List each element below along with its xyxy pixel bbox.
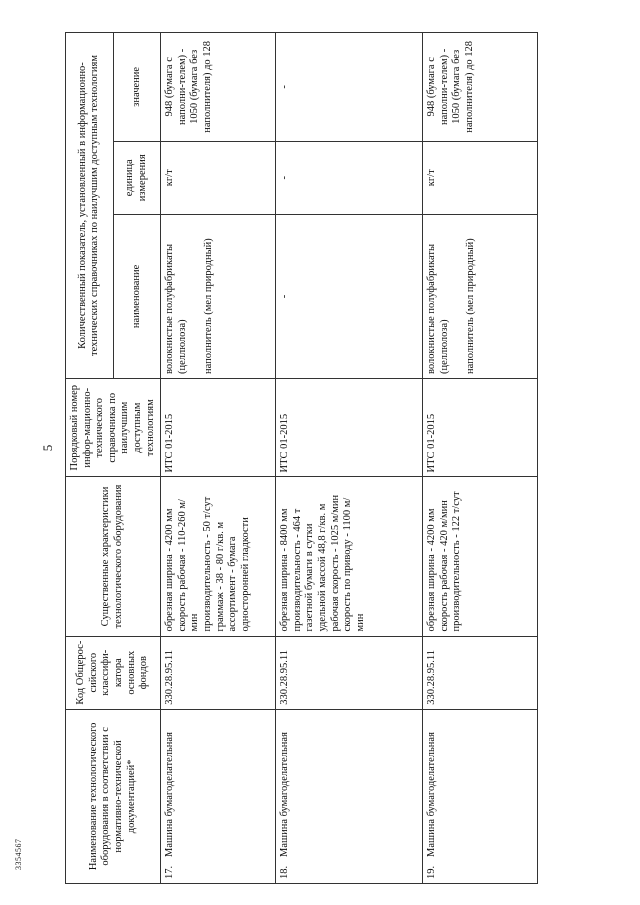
header-its-number: Порядковый номер инфор-мационно-технического справочника по наилучшим доступным технологиям: [66, 379, 161, 477]
indicator-primary: -: [279, 294, 291, 299]
indicator-secondary: наполнитель (мел природный): [203, 238, 215, 374]
characteristic-line: скорость рабочая - 420 м/мин: [438, 500, 450, 632]
cell-its: ИТС 01-2015: [276, 379, 423, 477]
characteristic-line: производительность - 464 т газетной бумаги в сутки удельной массой 48,8 г/кв. м: [291, 503, 328, 632]
cell-name: [423, 709, 538, 883]
cell-characteristics: [423, 477, 538, 636]
characteristic-line: скорость по приводу - 1100 м/мин: [342, 497, 366, 632]
cell-indicator: [423, 214, 538, 378]
cell-value: 948 (бумага с наполни-телем) - 1050 (бумага без наполнителя) до 128: [161, 33, 276, 142]
cell-indicator: [161, 214, 276, 378]
characteristic-line: граммаж - 38 - 80 г/кв. м: [214, 521, 226, 632]
characteristic-line: обрезная ширина - 4200 мм: [164, 508, 176, 632]
header-row: [66, 33, 114, 884]
indicator-secondary: наполнитель (мел природный): [465, 238, 477, 374]
cell-code: 330.28.95.11: [423, 636, 538, 709]
cell-its: ИТС 01-2015: [423, 379, 538, 477]
cell-characteristics: [276, 477, 423, 636]
subheader-value: значение: [113, 33, 161, 142]
characteristic-line: ассортимент - бумага односторонней гладкости: [227, 517, 251, 632]
header-indicator-group: Количественный показатель, установленный в информационно-технических справочниках по наилучшим доступным технологиям: [66, 33, 114, 379]
cell-unit: кг/т: [161, 141, 276, 214]
cell-value: 948 (бумага с наполни-телем) - 1050 (бумага без наполнителя) до 128: [423, 33, 538, 142]
characteristic-line: обрезная ширина - 8400 мм: [279, 508, 291, 632]
indicator-primary: волокнистые полуфабрикаты (целлюлоза): [164, 243, 188, 374]
equipment-table: [65, 32, 538, 884]
cell-code: 330.28.95.11: [276, 636, 423, 709]
characteristic-line: обрезная ширина - 4200 мм: [426, 508, 438, 632]
cell-value: -: [276, 33, 423, 142]
characteristic-line: рабочая скорость - 1025 м/мин: [329, 494, 341, 632]
table-row: [276, 33, 423, 884]
subheader-unit: единица измерения: [113, 141, 161, 214]
characteristic-line: скорость рабочая - 110-260 м/мин: [176, 499, 201, 632]
cell-its: ИТС 01-2015: [161, 379, 276, 477]
rotated-page: [65, 32, 605, 884]
table-row: [161, 33, 276, 884]
cell-code: 330.28.95.11: [161, 636, 276, 709]
indicator-primary: волокнистые полуфабрикаты (целлюлоза): [426, 243, 450, 374]
characteristic-line: производительность - 50 т/сут: [201, 496, 213, 632]
cell-unit: кг/т: [423, 141, 538, 214]
header-code: Код Общерос-сийского классифи-катора основных фондов: [66, 636, 161, 709]
row-number: 18.: [279, 865, 291, 879]
equipment-name: Машина бумагоделательная: [426, 732, 438, 857]
equipment-name: Машина бумагоделательная: [279, 732, 291, 857]
cell-name: [276, 709, 423, 883]
row-number: 17.: [164, 865, 176, 879]
table-row: [423, 33, 538, 884]
characteristic-line: производительность - 122 т/сут: [451, 491, 463, 632]
subheader-name: наименование: [113, 214, 161, 378]
cell-characteristics: [161, 477, 276, 636]
header-name: Наименование технологического оборудования в соответствии с нормативно-технической документацией*: [66, 709, 161, 883]
cell-name: [161, 709, 276, 883]
document-id: 3354567: [14, 838, 23, 870]
header-characteristics: Существенные характеристики технологического оборудования: [66, 477, 161, 636]
page-number: 5: [40, 444, 55, 452]
cell-unit: -: [276, 141, 423, 214]
equipment-name: Машина бумагоделательная: [164, 732, 176, 857]
row-number: 19.: [426, 865, 438, 879]
cell-indicator: [276, 214, 423, 378]
